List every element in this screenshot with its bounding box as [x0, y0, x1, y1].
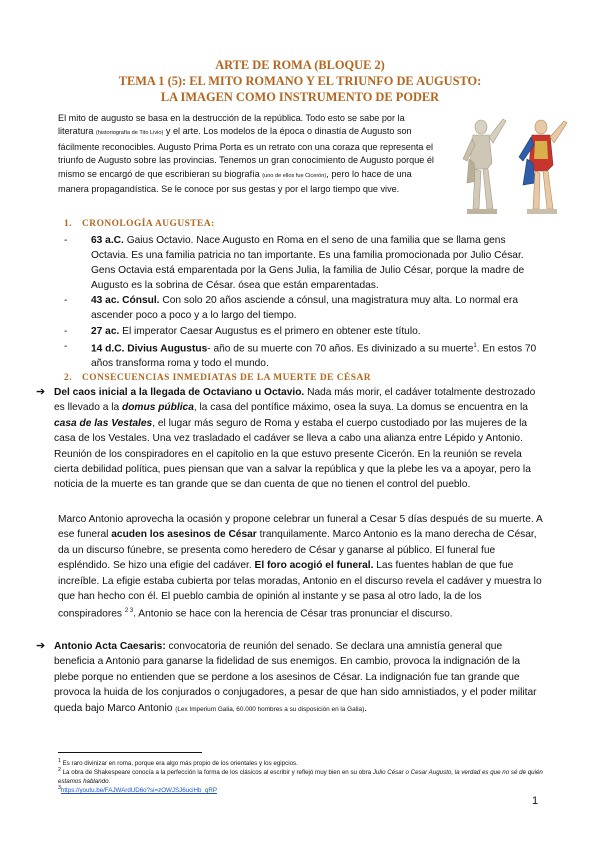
section-number: 2.: [64, 373, 73, 383]
footnote-text: La obra de Shakespeare conocía a la perfección la forma de los clásicos al escribir y reflejó muy bien en su obra: [60, 769, 373, 777]
document-title: [40, 57, 560, 105]
footnote-3: [58, 784, 548, 795]
section-title: CRONOLOGÍA AUGUSTEA:: [82, 219, 215, 229]
title-line-3: LA IMAGEN COMO INSTRUMENTO DE PODER: [160, 90, 440, 104]
block-text: , el lugar más seguro de Roma y estaba el cuerpo custodiado por las mujeres de la casa de los Vestales. Una vez trasladado el cadáver se lleva a cabo una alianza entre Lépido y Antonio. Reunión de los conspiradores en el capitolio en la que estuvo presente Cicerón. En la reunión se revela cierta debilidad política, pues piensan que van a salvar la república y que la plebe les va a apoyar, pero la noticia de la muerte es tan grande que se dan cuenta de que no tienen el control del pueblo.: [54, 417, 531, 491]
chronology-text: Con solo 20 años asciende a cónsul, una magistratura muy alta. Lo normal era ascender poco a poco y a lo largo del tiempo.: [91, 295, 518, 322]
title-line-1: ARTE DE ROMA (BLOQUE 2): [215, 58, 385, 72]
intro-note-livio: (historiografía de Tito Livio): [95, 130, 164, 137]
footnote-number: 3: [58, 785, 61, 791]
para-text: tranquilamente. Marco Antonio es la mano derecha de César, da un discurso fúnebre, se presenta como heredero de César y ganarse al público. El funeral fue espléndido. Se hizo una efigie del cadáver.: [58, 529, 537, 572]
block-lead: Del caos inicial a la llegada de Octaviano u Octavio.: [54, 387, 305, 398]
chronology-item: [64, 324, 544, 339]
intro-text-1: El mito de augusto se basa en la destrucción de la república. Todo esto se sabe por la literatura: [58, 113, 405, 137]
chronology-item: [64, 339, 544, 372]
para-text: Las fuentes hablan de que fue increíble. La efigie estaba cubierta por telas moradas, Antonio en el discurso revela el cadáver y muestra lo que han hecho con él. El pueblo cambia de opinión al instante y se pasa al otro lado, la de los conspiradores: [58, 560, 542, 620]
lex-imperium-note: (Lex Imperium Galia, 60.000 hombres a su disposición en la Galia): [175, 705, 365, 713]
block-text: .: [364, 702, 368, 714]
para-bold: El foro acogió el funeral.: [254, 560, 374, 572]
section-title: CONSECUENCIAS INMEDIATAS DE LA MUERTE DE CÉSAR: [82, 373, 372, 383]
vestales-term: casa de las Vestales: [54, 417, 153, 429]
chronology-date: 27 ac.: [91, 325, 120, 337]
footnote-text: Es raro divinizar en roma, porque era algo más propio de los orientales y los egipcios.: [60, 760, 298, 768]
arrow-block-chaos: [36, 385, 544, 493]
footnote-number: 2: [58, 767, 61, 773]
intro-text-3: , pero lo hace de una manera propagandística. Se le conoce por sus gestas y por el largo tiempo que vive.: [58, 168, 412, 195]
arrow-block-acta-caesaris: [36, 639, 544, 717]
chronology-text: Gaius Octavio. Nace Augusto en Roma en el seno de una familia que se llama gens Octavia. Es una familia patricia no tan importante. Es una familia promocionada por Julio César. Gens Octavia está emparentada por la Gens Julia, la familia de Julio César, porque la madre de Augusto es la sobrina de César. ósea que están emparentadas.: [91, 235, 525, 292]
chronology-item: [64, 233, 544, 293]
footnote-ref[interactable]: 1: [473, 342, 477, 349]
footnote-text: , la verdad es que no sé de quién estamos hablando.: [58, 769, 543, 786]
footnote-ref[interactable]: 2 3: [124, 608, 134, 615]
youtube-link[interactable]: https://youtu.be/FAJWArdUD6o?si=zOWJSJ6uciHb_qRP: [60, 787, 217, 795]
prima-porta-statue: [463, 119, 506, 214]
page-number: 1: [532, 795, 539, 807]
footnote-divider: [58, 752, 202, 753]
intro-note-ciceron: (uno de ellos fue Cicerón): [262, 172, 327, 179]
section-heading-consequences: [64, 373, 371, 383]
section-number: 1.: [64, 219, 73, 229]
domus-publica-term: domus pública: [121, 402, 194, 414]
para-text: . Antonio se hace con la herencia de César tras pronunciar el discurso.: [133, 608, 453, 620]
chronology-date: 14 d.C. Divius Augustus: [91, 343, 208, 355]
para-text: Marco Antonio aprovecha la ocasión y propone celebrar un funeral a Cesar 5 días después de su muerte. A ese funeral: [58, 514, 543, 541]
footnote-number: 1: [58, 758, 61, 764]
title-line-2: TEMA 1 (5): EL MITO ROMANO Y EL TRIUNFO DE AUGUSTO:: [118, 74, 482, 88]
block-text: Nada más morir, el cadáver totalmente destrozado es llevado a la: [54, 387, 536, 414]
chronology-text: El imperator Caesar Augustus es el primero en obtener este título.: [119, 325, 421, 337]
intro-paragraph: [58, 112, 436, 196]
paragraph-funeral: [58, 512, 544, 622]
footnote-italic: Julio César o Cesar Augusto: [372, 769, 452, 777]
chronology-date: 43 ac. Cónsul.: [91, 295, 160, 307]
augustus-statues-image: [443, 113, 571, 221]
chronology-list: [64, 233, 544, 371]
intro-text-2: y el arte. Los modelos de la época o dinastía de Augusto son fácilmente reconocibles. Augusto Prima Porta es un retrato con una coraza que representa el triunfo de Augusto sobre las provincias. Tenemos un gran conocimiento de Augusto porque él mismo se encargó de que escribieran su biografía: [58, 126, 434, 179]
section-heading-chronology: [64, 219, 215, 229]
chronology-item: [64, 293, 544, 323]
arrow-bullet-icon: ➔: [36, 386, 46, 398]
chronology-text: - año de su muerte con 70 años. Es divinizado a su muerte: [207, 343, 474, 355]
para-bold: acuden los asesinos de César: [111, 529, 257, 541]
block-lead: Antonio Acta Caesaris:: [54, 641, 166, 652]
painted-augustus-statue: [519, 120, 567, 214]
block-text: convocatoria de reunión del senado. Se declara una amnistía general que beneficia a Antonio para ganarse la fidelidad de sus enemigos. En cambio, provoca la indignación de la plebe porque no entienden que se perdone a los asesinos de César. La indignación fue tan grande que provoca la huida de los conjurados o conjugadores, a pesar de que han sido amnistiados, y el poder militar queda bajo Marco Antonio: [54, 641, 537, 714]
block-text: , la casa del pontífice máximo, osea la suya. La domus se encuentra en la: [193, 402, 528, 414]
arrow-bullet-icon: ➔: [36, 640, 46, 652]
chronology-date: 63 a.C.: [91, 235, 124, 246]
chronology-text-tail: . En estos 70 años transforma roma y todo el mundo.: [91, 343, 537, 370]
